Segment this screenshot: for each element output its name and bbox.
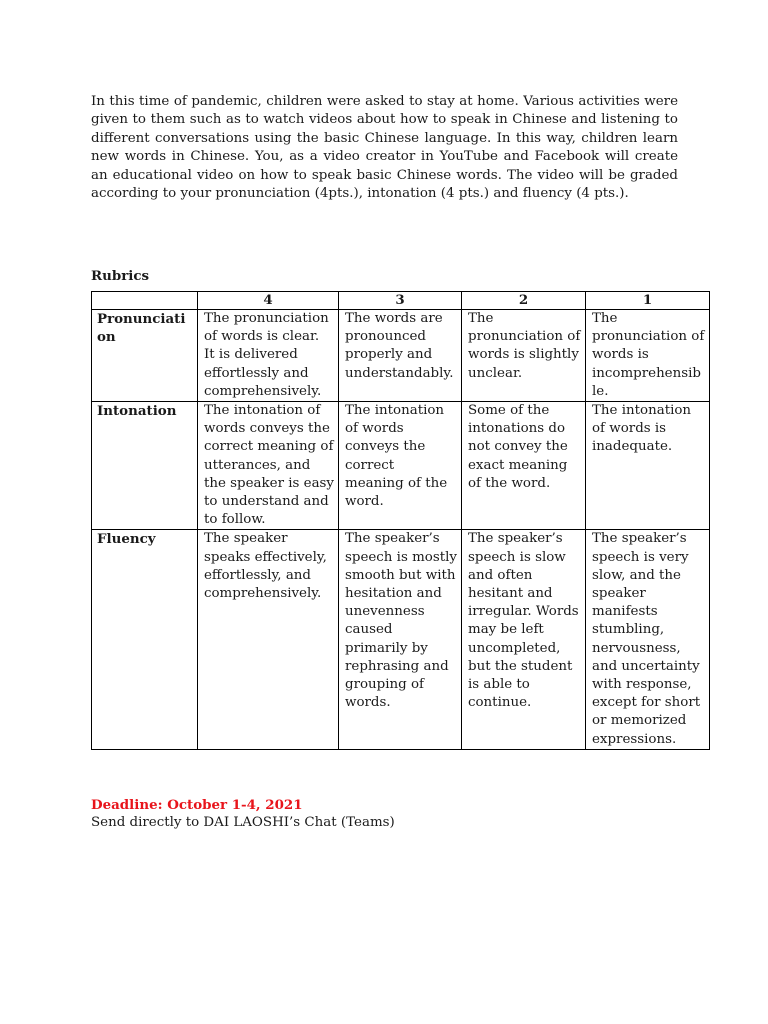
table-cell: The speaker’s speech is slow and often hesitant and irregular. Words may be left uncompleted, but the student is able to continue. (462, 530, 586, 749)
table-cell: The pronunciation of words is clear. It is delivered effortlessly and comprehensively. (198, 310, 339, 402)
criterion-intonation: Intonation (92, 402, 198, 530)
table-cell: The pronunciation of words is incomprehensible. (586, 310, 710, 402)
send-instructions: Send directly to DAI LAOSHI’s Chat (Teams) (91, 815, 395, 830)
criterion-pronunciation: Pronunciation (92, 310, 198, 402)
intro-paragraph: In this time of pandemic, children were asked to stay at home. Various activities were given to them such as to watch videos about how to speak in Chinese and listening to different conversations using the basic Chinese language. In this way, children learn new words in Chinese. You, as a video creator in YouTube and Facebook will create an educational video on how to speak basic Chinese words. The video will be graded according to your pronunciation (4pts.), intonation (4 pts.) and fluency (4 pts.). (91, 94, 678, 202)
deadline-text: Deadline: October 1-4, 2021 (91, 797, 303, 813)
table-cell: The speaker’s speech is mostly smooth but with hesitation and unevenness caused primarily by rephrasing and grouping of words. (339, 530, 462, 749)
table-cell: The intonation of words conveys the correct meaning of utterances, and the speaker is easy to understand and to follow. (198, 402, 339, 530)
header-cell-score-1: 1 (586, 292, 710, 310)
table-cell: The words are pronounced properly and understandably. (339, 310, 462, 402)
table-row (92, 310, 710, 402)
rubrics-heading: Rubrics (91, 268, 150, 284)
rubric-header-row (92, 292, 710, 310)
header-cell-score-4: 4 (198, 292, 339, 310)
criterion-fluency: Fluency (92, 530, 198, 749)
header-cell-blank (92, 292, 198, 310)
table-cell: The speaker’s speech is very slow, and the speaker manifests stumbling, nervousness, and uncertainty with response, except for short or memorized expressions. (586, 530, 710, 749)
table-cell: The intonation of words is inadequate. (586, 402, 710, 530)
table-cell: Some of the intonations do not convey the exact meaning of the word. (462, 402, 586, 530)
rubric-table (91, 291, 710, 750)
table-cell: The pronunciation of words is slightly unclear. (462, 310, 586, 402)
header-cell-score-3: 3 (339, 292, 462, 310)
header-cell-score-2: 2 (462, 292, 586, 310)
table-row (92, 402, 710, 530)
table-cell: The speaker speaks effectively, effortlessly, and comprehensively. (198, 530, 339, 749)
table-cell: The intonation of words conveys the correct meaning of the word. (339, 402, 462, 530)
table-row (92, 530, 710, 749)
